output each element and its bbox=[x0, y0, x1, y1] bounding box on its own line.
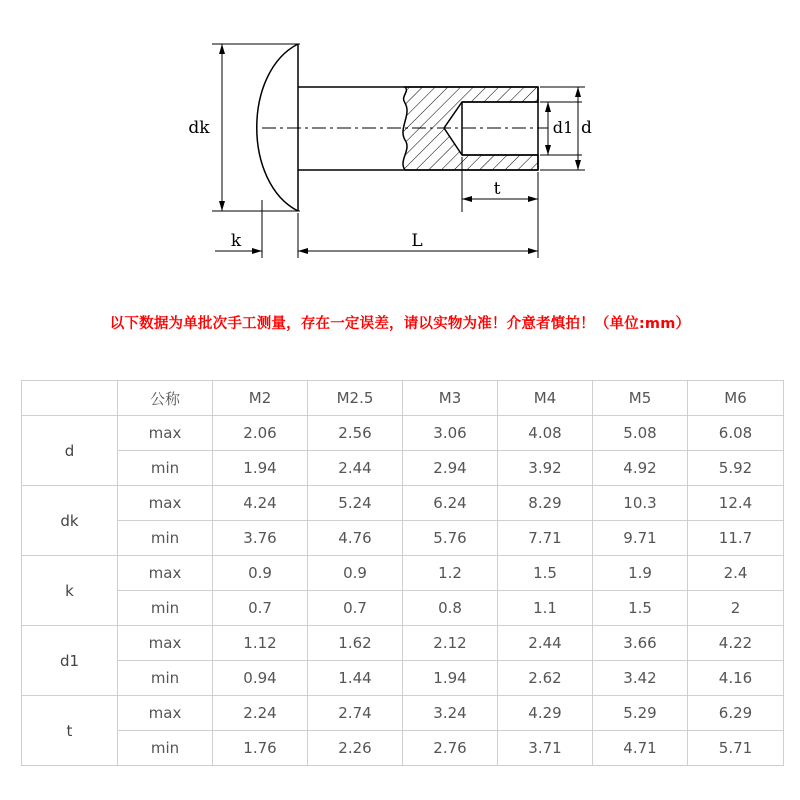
label-k: k bbox=[230, 231, 242, 251]
value-cell: 0.9 bbox=[308, 556, 403, 591]
label-d1: d1 bbox=[552, 118, 574, 137]
table-row bbox=[22, 591, 784, 626]
label-t: t bbox=[493, 179, 501, 199]
value-cell: 0.94 bbox=[213, 661, 308, 696]
label-d: d bbox=[581, 118, 592, 138]
value-cell: 2.26 bbox=[308, 731, 403, 766]
value-cell: 4.22 bbox=[688, 626, 784, 661]
value-cell: 2.44 bbox=[498, 626, 593, 661]
param-name: t bbox=[22, 696, 118, 766]
value-cell: 6.29 bbox=[688, 696, 784, 731]
value-cell: 5.29 bbox=[593, 696, 688, 731]
value-cell: 2.24 bbox=[213, 696, 308, 731]
value-cell: 4.16 bbox=[688, 661, 784, 696]
table-row bbox=[22, 521, 784, 556]
table-row bbox=[22, 696, 784, 731]
table-row bbox=[22, 731, 784, 766]
label-dk: dk bbox=[188, 118, 210, 138]
nominal-label: 公称 bbox=[118, 381, 213, 416]
table-row bbox=[22, 416, 784, 451]
value-cell: 2.76 bbox=[403, 731, 498, 766]
value-cell: 1.94 bbox=[213, 451, 308, 486]
corner-cell bbox=[22, 381, 118, 416]
value-cell: 1.76 bbox=[213, 731, 308, 766]
param-name: k bbox=[22, 556, 118, 626]
value-cell: 4.76 bbox=[308, 521, 403, 556]
value-cell: 2.56 bbox=[308, 416, 403, 451]
size-header: M3 bbox=[403, 381, 498, 416]
value-cell: 2.44 bbox=[308, 451, 403, 486]
value-cell: 2.4 bbox=[688, 556, 784, 591]
value-cell: 4.29 bbox=[498, 696, 593, 731]
value-cell: 6.08 bbox=[688, 416, 784, 451]
table-row bbox=[22, 486, 784, 521]
min-label: min bbox=[118, 451, 213, 486]
value-cell: 5.92 bbox=[688, 451, 784, 486]
value-cell: 12.4 bbox=[688, 486, 784, 521]
param-name: dk bbox=[22, 486, 118, 556]
value-cell: 9.71 bbox=[593, 521, 688, 556]
value-cell: 2.12 bbox=[403, 626, 498, 661]
table-row bbox=[22, 661, 784, 696]
value-cell: 2.62 bbox=[498, 661, 593, 696]
value-cell: 1.12 bbox=[213, 626, 308, 661]
max-label: max bbox=[118, 556, 213, 591]
value-cell: 1.9 bbox=[593, 556, 688, 591]
value-cell: 10.3 bbox=[593, 486, 688, 521]
value-cell: 1.44 bbox=[308, 661, 403, 696]
param-name: d bbox=[22, 416, 118, 486]
value-cell: 8.29 bbox=[498, 486, 593, 521]
value-cell: 2.74 bbox=[308, 696, 403, 731]
size-header: M5 bbox=[593, 381, 688, 416]
max-label: max bbox=[118, 486, 213, 521]
value-cell: 1.2 bbox=[403, 556, 498, 591]
header-row bbox=[22, 381, 784, 416]
value-cell: 6.24 bbox=[403, 486, 498, 521]
value-cell: 3.66 bbox=[593, 626, 688, 661]
min-label: min bbox=[118, 731, 213, 766]
value-cell: 0.9 bbox=[213, 556, 308, 591]
min-label: min bbox=[118, 661, 213, 696]
value-cell: 3.24 bbox=[403, 696, 498, 731]
table-row bbox=[22, 556, 784, 591]
value-cell: 5.24 bbox=[308, 486, 403, 521]
value-cell: 4.92 bbox=[593, 451, 688, 486]
max-label: max bbox=[118, 626, 213, 661]
value-cell: 3.71 bbox=[498, 731, 593, 766]
table-row bbox=[22, 451, 784, 486]
value-cell: 0.7 bbox=[213, 591, 308, 626]
table-row bbox=[22, 626, 784, 661]
value-cell: 1.5 bbox=[593, 591, 688, 626]
size-header: M2.5 bbox=[308, 381, 403, 416]
min-label: min bbox=[118, 591, 213, 626]
value-cell: 5.76 bbox=[403, 521, 498, 556]
value-cell: 3.76 bbox=[213, 521, 308, 556]
value-cell: 4.71 bbox=[593, 731, 688, 766]
value-cell: 3.92 bbox=[498, 451, 593, 486]
value-cell: 7.71 bbox=[498, 521, 593, 556]
value-cell: 2.94 bbox=[403, 451, 498, 486]
max-label: max bbox=[118, 416, 213, 451]
size-header: M4 bbox=[498, 381, 593, 416]
value-cell: 2 bbox=[688, 591, 784, 626]
value-cell: 1.94 bbox=[403, 661, 498, 696]
value-cell: 1.62 bbox=[308, 626, 403, 661]
value-cell: 0.7 bbox=[308, 591, 403, 626]
value-cell: 0.8 bbox=[403, 591, 498, 626]
max-label: max bbox=[118, 696, 213, 731]
size-header: M6 bbox=[688, 381, 784, 416]
param-name: d1 bbox=[22, 626, 118, 696]
label-L: L bbox=[411, 231, 423, 251]
value-cell: 4.24 bbox=[213, 486, 308, 521]
measurement-notice: 以下数据为单批次手工测量，存在一定误差，请以实物为准！介意者慎拍！（单位:mm） bbox=[109, 316, 691, 332]
value-cell: 2.06 bbox=[213, 416, 308, 451]
rivet-dimension-diagram bbox=[0, 0, 800, 290]
value-cell: 11.7 bbox=[688, 521, 784, 556]
size-header: M2 bbox=[213, 381, 308, 416]
value-cell: 4.08 bbox=[498, 416, 593, 451]
spec-table bbox=[21, 380, 784, 766]
value-cell: 1.1 bbox=[498, 591, 593, 626]
value-cell: 3.42 bbox=[593, 661, 688, 696]
value-cell: 3.06 bbox=[403, 416, 498, 451]
value-cell: 1.5 bbox=[498, 556, 593, 591]
min-label: min bbox=[118, 521, 213, 556]
value-cell: 5.71 bbox=[688, 731, 784, 766]
value-cell: 5.08 bbox=[593, 416, 688, 451]
